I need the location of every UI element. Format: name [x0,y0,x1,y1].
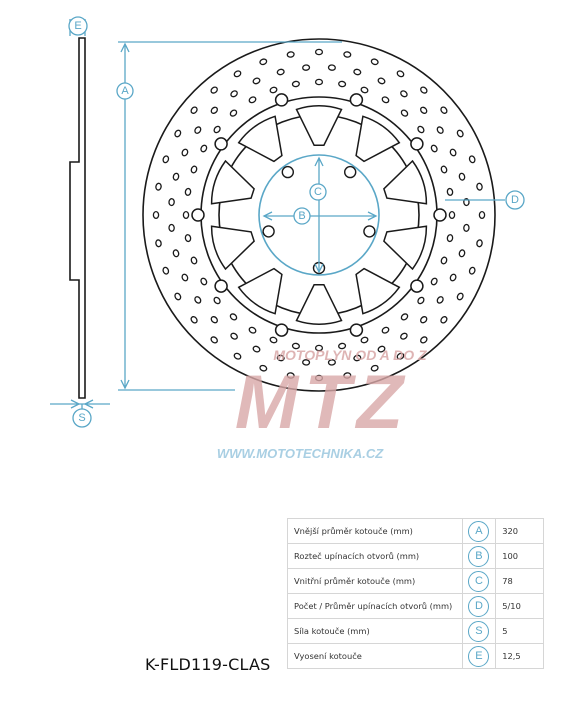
vent-hole [316,79,323,84]
vent-hole [248,326,256,334]
vent-hole [456,292,464,300]
vent-hole [469,155,476,163]
spec-letter-cell [462,519,496,544]
vent-hole [287,51,295,57]
spec-value: 5/10 [496,594,544,619]
floating-button [192,209,204,221]
vent-hole [440,106,448,115]
spec-value: 5 [496,619,544,644]
mtz-watermark [217,347,427,461]
spec-letter-marker: A [468,521,489,542]
floating-button [350,324,362,336]
spec-row-inner-diameter [288,569,544,594]
vent-hole [440,165,447,173]
vent-hole [400,90,409,98]
spec-letter-marker: B [468,546,489,567]
vent-hole [360,336,368,343]
spec-row-outer-diameter [288,519,544,544]
spec-label: Počet / Průměr upínacích otvorů (mm) [288,594,463,619]
vent-hole [400,313,409,321]
vent-hole [328,65,335,71]
floating-button [350,94,362,106]
vent-hole [419,315,427,323]
vent-hole [169,198,175,205]
disc-side-profile [70,38,85,398]
spec-label: Rozteč upínacích otvorů (mm) [288,544,463,569]
carrier-cutout [212,226,255,269]
vent-hole [476,183,482,191]
watermark-top-text: MOTOPLYN OD A DO Z [273,347,427,363]
vent-hole [190,256,197,264]
vent-hole [420,336,429,344]
vent-hole [259,58,267,65]
vent-hole [469,267,476,275]
vent-hole [371,58,379,65]
marker-a-text: A [121,85,129,97]
mounting-hole [345,167,356,178]
vent-hole [381,326,389,334]
spec-letter-marker: E [468,646,489,667]
vent-hole [419,106,427,114]
watermark-logo-text: MTZ [234,360,410,445]
vent-hole [436,126,444,135]
vent-hole [430,144,438,152]
vent-hole [153,212,158,219]
marker-e-text: E [74,20,82,32]
vent-hole [479,212,484,219]
vent-hole [396,70,404,78]
vent-hole [440,256,447,264]
spec-row-offset [288,644,544,669]
floating-button [276,324,288,336]
spec-letter-marker: C [468,571,489,592]
marker-e [69,17,87,35]
vent-hole [213,125,221,134]
vent-hole [353,69,361,76]
vent-hole [185,188,191,196]
spec-label: Vnitřní průměr kotouče (mm) [288,569,463,594]
vent-hole [230,332,239,340]
vent-hole [292,81,300,87]
floating-button [411,280,423,292]
floating-button [215,280,227,292]
watermark-url-text: WWW.MOTOTECHNIKA.CZ [216,446,384,461]
vent-hole [233,70,241,78]
vent-hole [210,86,219,94]
vent-hole [173,249,180,257]
mounting-hole [364,226,375,237]
carrier-cutout [297,106,342,146]
vent-hole [302,65,309,71]
marker-c [310,184,326,200]
vent-hole [210,315,218,323]
vent-hole [190,316,198,325]
spec-value: 12,5 [496,644,544,669]
vent-hole [200,277,208,285]
vent-hole [447,234,453,242]
vent-hole [155,240,161,248]
vent-hole [155,183,161,191]
vent-hole [277,69,285,76]
vent-hole [162,267,169,275]
vent-hole [252,77,260,85]
vent-hole [190,165,197,173]
spec-label: Síla kotouče (mm) [288,619,463,644]
floating-button [434,209,446,221]
specification-table-body [288,519,544,669]
marker-d [506,191,524,209]
vent-hole [183,212,188,219]
vent-hole [169,224,175,231]
spec-letter-cell [462,644,496,669]
vent-hole [464,224,470,231]
marker-d-text: D [511,194,519,206]
vent-hole [449,212,454,219]
vent-hole [213,296,221,305]
vent-hole [459,173,466,181]
vent-hole [447,188,453,196]
vent-hole [420,86,429,94]
marker-c-text: C [314,186,322,198]
vent-hole [449,148,457,156]
vent-hole [190,106,198,115]
carrier-cutout [384,226,427,269]
spec-value: 100 [496,544,544,569]
spec-letter-marker: S [468,621,489,642]
vent-hole [381,96,389,104]
vent-hole [456,129,464,137]
vent-hole [210,106,218,114]
vent-hole [174,129,182,137]
vent-hole [360,86,368,93]
vent-hole [269,86,277,93]
marker-a [117,83,133,99]
side-profile-outline [70,38,85,398]
mounting-hole [263,226,274,237]
spec-letter-cell [462,594,496,619]
vent-hole [194,296,202,305]
carrier-cutout [297,285,342,325]
vent-hole [417,296,425,305]
vent-hole [377,77,385,85]
vent-hole [316,49,323,54]
spec-row-thickness [288,619,544,644]
mounting-hole [282,167,293,178]
spec-value: 320 [496,519,544,544]
vent-hole [252,345,260,353]
vent-hole [269,336,277,343]
spec-row-bolt-pitch [288,544,544,569]
vent-hole [400,332,409,340]
spec-letter-cell [462,569,496,594]
vent-hole [449,273,457,281]
floating-button [411,138,423,150]
carrier-cutout [212,161,255,204]
vent-hole [233,352,241,360]
vent-hole [436,296,444,305]
vent-hole [173,173,180,181]
vent-hole [229,109,238,117]
vent-hole [181,273,189,281]
product-code: K-FLD119-CLAS [145,655,271,674]
spec-label: Vyosení kotouče [288,644,463,669]
vent-hole [200,144,208,152]
vent-hole [400,109,409,117]
vent-hole [417,125,425,134]
vent-hole [185,234,191,242]
floating-button [276,94,288,106]
vent-hole [181,148,189,156]
floating-button [215,138,227,150]
vent-hole [440,316,448,325]
vent-hole [459,249,466,257]
vent-hole [230,90,239,98]
marker-s-text: S [78,412,86,424]
spec-letter-marker: D [468,596,489,617]
spec-letter-cell [462,544,496,569]
vent-hole [476,240,482,248]
spec-row-mount-holes [288,594,544,619]
spec-label: Vnější průměr kotouče (mm) [288,519,463,544]
vent-hole [338,81,346,87]
spec-letter-cell [462,619,496,644]
vent-hole [344,51,352,57]
marker-b [294,208,310,224]
vent-hole [430,277,438,285]
spec-value: 78 [496,569,544,594]
vent-hole [248,96,256,104]
vent-hole [162,155,169,163]
marker-b-text: B [298,210,306,222]
vent-hole [210,336,219,344]
specification-table [287,518,544,669]
vent-hole [229,313,238,321]
vent-hole [194,126,202,135]
marker-s [73,409,91,427]
carrier-cutout [384,161,427,204]
vent-hole [174,292,182,300]
